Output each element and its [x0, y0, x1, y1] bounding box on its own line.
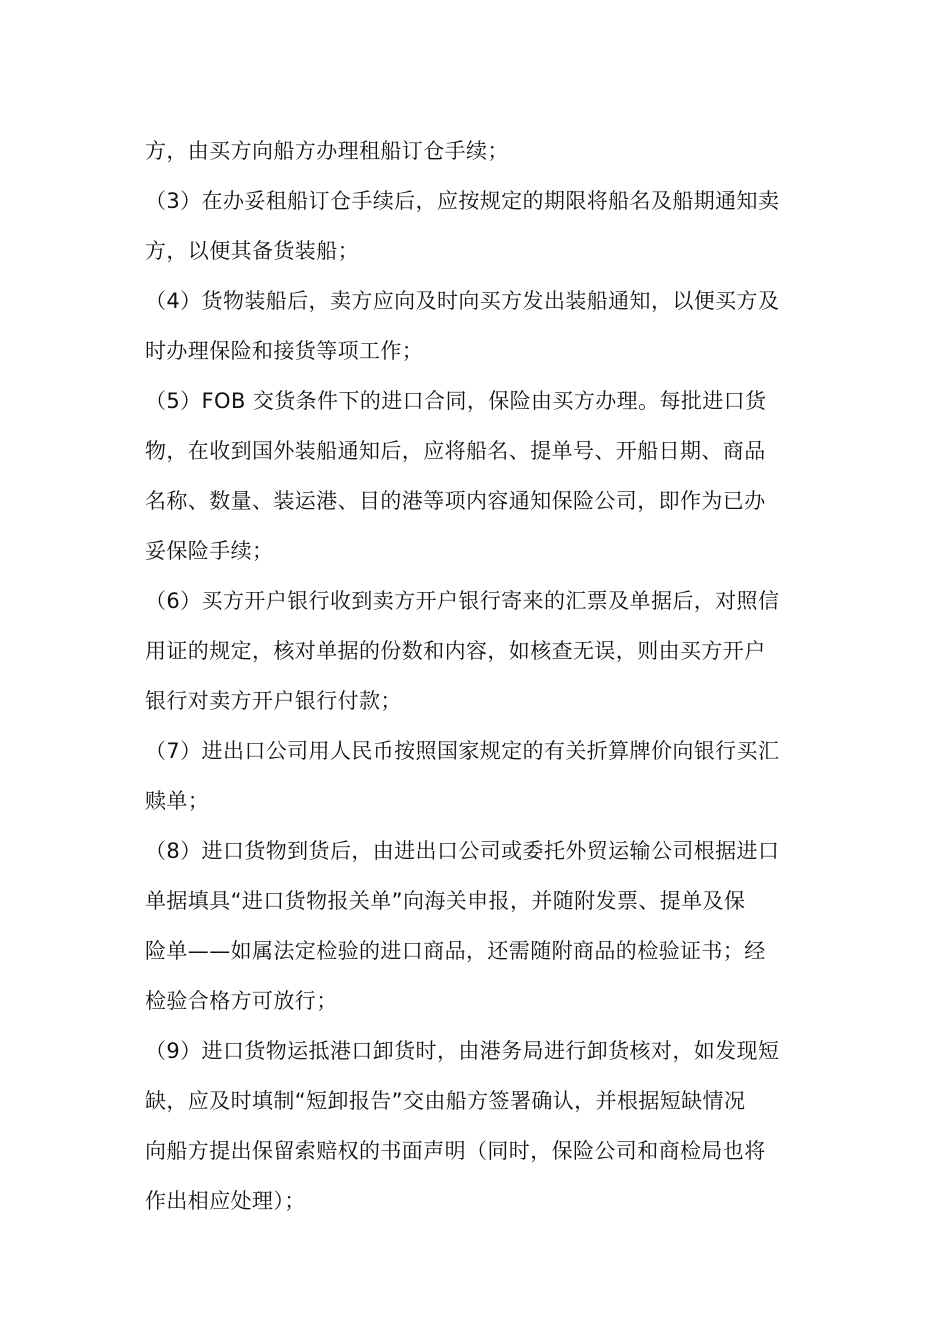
text-line: （4）货物装船后，卖方应向及时向买方发出装船通知，以便买方及 [145, 289, 780, 313]
text-line: （5）FOB 交货条件下的进口合同，保险由买方办理。每批进口货 [145, 389, 767, 413]
text-line: （6）买方开户银行收到卖方开户银行寄来的汇票及单据后，对照信 [145, 589, 780, 613]
text-line: 妥保险手续； [145, 539, 274, 563]
text-line: 作出相应处理）； [145, 1189, 306, 1213]
text-line: 方，由买方向船方办理租船订仓手续； [145, 139, 509, 163]
text-line: 银行对卖方开户银行付款； [145, 689, 402, 713]
text-line: 物，在收到国外装船通知后，应将船名、提单号、开船日期、商品 [145, 439, 766, 463]
text-line: （7）进出口公司用人民币按照国家规定的有关折算牌价向银行买汇 [145, 739, 780, 763]
text-line: 方，以便其备货装船； [145, 239, 359, 263]
text-line: 缺，应及时填制“短卸报告”交由船方签署确认，并根据短缺情况 [145, 1089, 746, 1113]
text-line: 向船方提出保留索赔权的书面声明（同时，保险公司和商检局也将 [145, 1139, 766, 1163]
text-line: 单据填具“进口货物报关单”向海关申报，并随附发票、提单及保 [145, 889, 746, 913]
text-line: 赎单； [145, 789, 210, 813]
text-line: 险单——如属法定检验的进口商品，还需随附商品的检验证书；经 [145, 939, 766, 963]
text-line: 用证的规定，核对单据的份数和内容，如核查无误，则由买方开户 [145, 639, 766, 663]
text-line: 检验合格方可放行； [145, 989, 338, 1013]
text-line: （9）进口货物运抵港口卸货时，由港务局进行卸货核对，如发现短 [145, 1039, 780, 1063]
text-line: （3）在办妥租船订仓手续后，应按规定的期限将船名及船期通知卖 [145, 189, 780, 213]
text-line: （8）进口货物到货后，由进出口公司或委托外贸运输公司根据进口 [145, 839, 780, 863]
text-line: 时办理保险和接货等项工作； [145, 339, 424, 363]
text-line: 名称、数量、装运港、目的港等项内容通知保险公司，即作为已办 [145, 489, 766, 513]
